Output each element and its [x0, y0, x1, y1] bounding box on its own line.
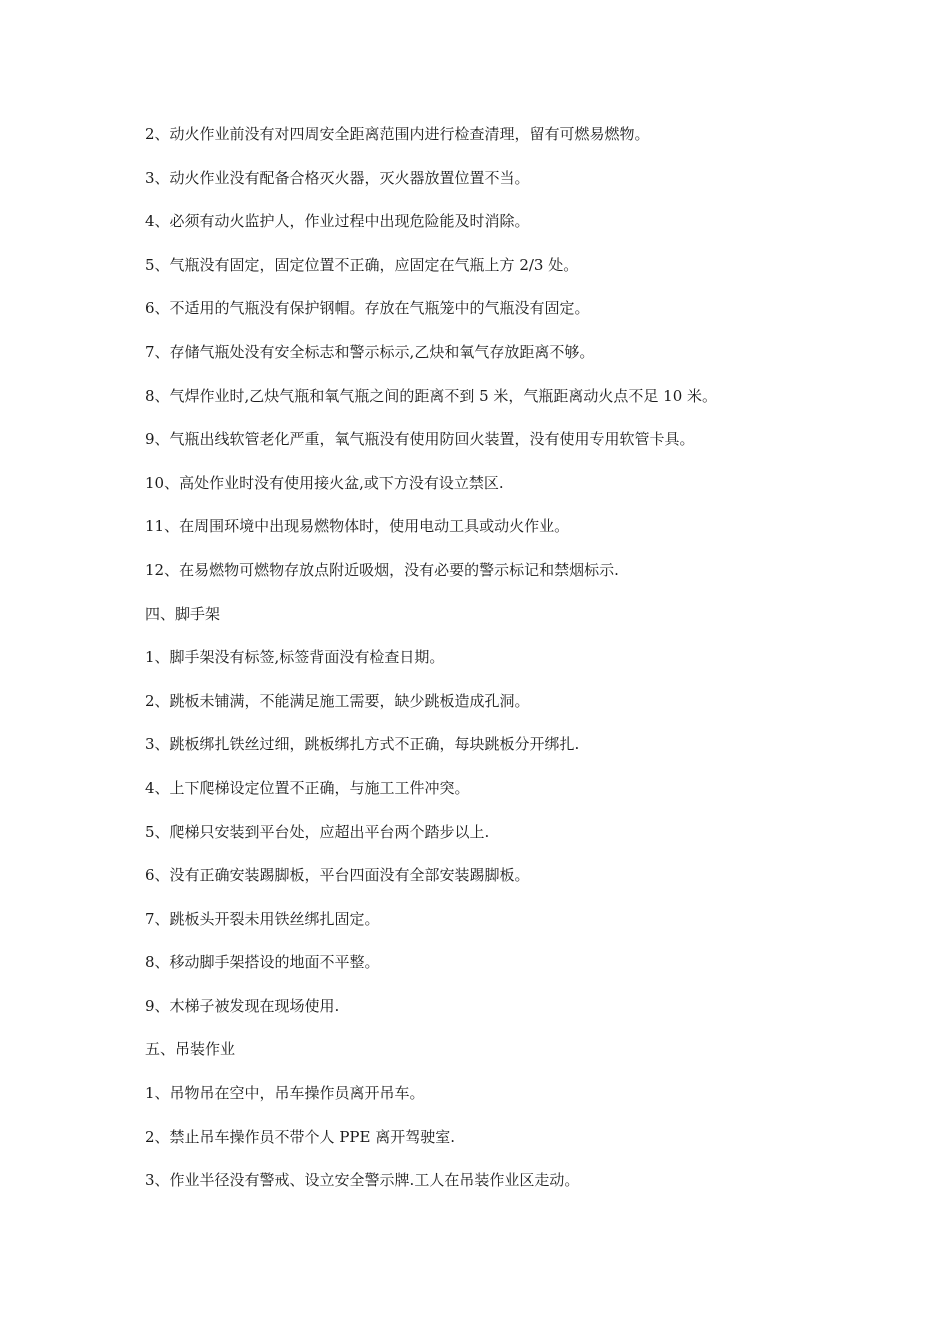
list-item: 4、上下爬梯设定位置不正确，与施工工件冲突。	[145, 778, 470, 797]
list-item: 10、高处作业时没有使用接火盆,或下方没有设立禁区.	[145, 473, 504, 492]
section-heading-lifting: 五、吊装作业	[145, 1040, 236, 1059]
section-heading-scaffolding: 四、脚手架	[145, 604, 221, 623]
list-item: 6、不适用的气瓶没有保护钢帽。存放在气瓶笼中的气瓶没有固定。	[145, 299, 590, 318]
list-item: 2、跳板未铺满，不能满足施工需要，缺少跳板造成孔洞。	[145, 691, 530, 710]
list-item: 11、在周围环境中出现易燃物体时，使用电动工具或动火作业。	[145, 517, 570, 536]
list-item: 8、移动脚手架搭设的地面不平整。	[145, 953, 380, 972]
list-item: 9、木梯子被发现在现场使用.	[145, 996, 340, 1015]
list-item: 2、禁止吊车操作员不带个人 PPE 离开驾驶室.	[145, 1127, 455, 1146]
list-item: 3、动火作业没有配备合格灭火器，灭火器放置位置不当。	[145, 168, 530, 187]
list-item: 1、脚手架没有标签,标签背面没有检查日期。	[145, 648, 445, 667]
list-item: 1、吊物吊在空中，吊车操作员离开吊车。	[145, 1084, 425, 1103]
list-item: 6、没有正确安装踢脚板，平台四面没有全部安装踢脚板。	[145, 866, 530, 885]
list-item: 9、气瓶出线软管老化严重，氧气瓶没有使用防回火装置，没有使用专用软管卡具。	[145, 430, 695, 449]
list-item: 7、存储气瓶处没有安全标志和警示标示,乙炔和氧气存放距离不够。	[145, 342, 595, 361]
list-item: 3、跳板绑扎铁丝过细，跳板绑扎方式不正确，每块跳板分开绑扎.	[145, 735, 580, 754]
list-item: 5、气瓶没有固定，固定位置不正确，应固定在气瓶上方 2/3 处。	[145, 255, 579, 274]
list-item: 3、作业半径没有警戒、设立安全警示牌.工人在吊装作业区走动。	[145, 1171, 580, 1190]
list-item: 4、必须有动火监护人，作业过程中出现危险能及时消除。	[145, 212, 530, 231]
list-item: 7、跳板头开裂未用铁丝绑扎固定。	[145, 909, 380, 928]
list-item: 2、动火作业前没有对四周安全距离范围内进行检查清理，留有可燃易燃物。	[145, 125, 650, 143]
list-item: 5、爬梯只安装到平台处，应超出平台两个踏步以上.	[145, 822, 490, 841]
list-item: 12、在易燃物可燃物存放点附近吸烟，没有必要的警示标记和禁烟标示.	[145, 560, 619, 579]
document-body	[145, 124, 825, 1214]
list-item: 8、气焊作业时,乙炔气瓶和氧气瓶之间的距离不到 5 米，气瓶距离动火点不足 10 米。	[145, 386, 718, 405]
